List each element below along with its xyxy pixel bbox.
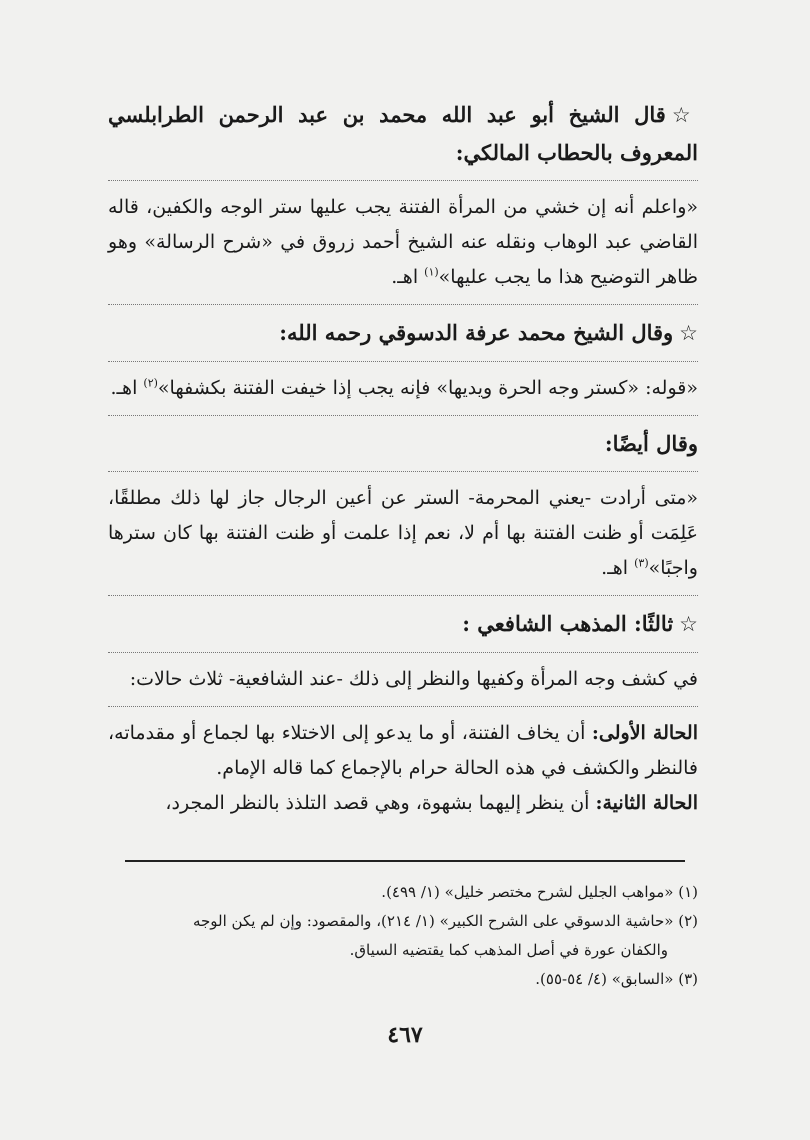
case-2: [108, 786, 698, 821]
case-1: [108, 716, 698, 786]
dasuqi-quote-text: «قوله: «كستر وجه الحرة ويديها» فإنه يجب إذا خيفت الفتنة بكشفها»: [157, 377, 698, 399]
hattab-quote-text: «واعلم أنه إن خشي من المرأة الفتنة يجب عليها ستر الوجه والكفين، قاله القاضي عبد الوهاب ونقله عنه الشيخ أحمد زروق في «شرح الرسالة» وهو ظاهر التوضيح هذا ما يجب عليها»: [108, 196, 698, 288]
dasuqi-heading-text: وقال الشيخ محمد عرفة الدسوقي رحمه الله:: [279, 320, 674, 345]
shafii-heading-text: ثالثًا: المذهب الشافعي :: [462, 611, 674, 636]
case-1-title: الحالة الأولى:: [591, 722, 698, 744]
footnotes: [108, 878, 698, 994]
also-quote-text: «متى أرادت -يعني المحرمة- الستر عن أعين الرجال جاز لها ذلك مطلقًا، عَلِمَت أو ظنت الفتنة بها أم لا، نعم إذا علمت أو ظنت الفتنة بها كان سترها واجبًا»: [108, 487, 698, 579]
dotted-divider: [108, 361, 698, 362]
also-heading: وقال أيضًا:: [604, 431, 698, 456]
hattab-quote: [108, 190, 698, 295]
dotted-divider: [108, 471, 698, 472]
case-1-text: أن يخاف الفتنة، أو ما يدعو إلى الاختلاء بها لجماع أو مقدماته، فالنظر والكشف في هذه الحالة حرام بالإجماع كما قاله الإمام.: [108, 722, 698, 779]
star-icon: ☆: [671, 103, 698, 127]
shafii-heading: [108, 605, 698, 643]
star-icon: ☆: [679, 321, 698, 345]
dotted-divider: [108, 304, 698, 305]
shafii-intro: في كشف وجه المرأة وكفيها والنظر إلى ذلك -عند الشافعية- ثلاث حالات:: [129, 668, 698, 690]
hattab-heading-text: قال الشيخ أبو عبد الله محمد بن عبد الرحمن الطرابلسي المعروف بالحطاب المالكي:: [108, 102, 698, 165]
dasuqi-quote-end: اهـ.: [110, 377, 144, 399]
footnote-separator: [125, 860, 685, 862]
dasuqi-quote: [108, 371, 698, 406]
dotted-divider: [108, 415, 698, 416]
page-number: ٤٦٧: [387, 1022, 423, 1048]
dotted-divider: [108, 652, 698, 653]
footnote-3: (٣) «السابق» (٤/ ٥٤-٥٥).: [535, 970, 698, 988]
dasuqi-heading: [108, 314, 698, 352]
star-icon: ☆: [679, 612, 698, 636]
hattab-heading: [108, 96, 698, 171]
footnote-1: (١) «مواهب الجليل لشرح مختصر خليل» (١/ ٤٩٩).: [381, 883, 698, 901]
main-text: [108, 96, 698, 821]
also-quote: [108, 481, 698, 586]
footnote-mark-1: (١): [424, 265, 439, 279]
case-2-text: أن ينظر إليهما بشهوة، وهي قصد التلذذ بالنظر المجرد،: [165, 792, 596, 814]
also-quote-end: اهـ.: [601, 557, 635, 579]
case-2-title: الحالة الثانية:: [595, 792, 698, 814]
dotted-divider: [108, 180, 698, 181]
footnote-2-continued: والكفان عورة في أصل المذهب كما يقتضيه السياق.: [349, 941, 668, 959]
dotted-divider: [108, 706, 698, 707]
footnote-mark-2: (٢): [143, 376, 158, 390]
footnote-mark-3: (٣): [634, 556, 649, 570]
dotted-divider: [108, 595, 698, 596]
footnote-2: (٢) «حاشية الدسوقي على الشرح الكبير» (١/ ٢١٤)، والمقصود: وإن لم يكن الوجه: [192, 912, 698, 930]
hattab-quote-end: اهـ.: [391, 266, 425, 288]
